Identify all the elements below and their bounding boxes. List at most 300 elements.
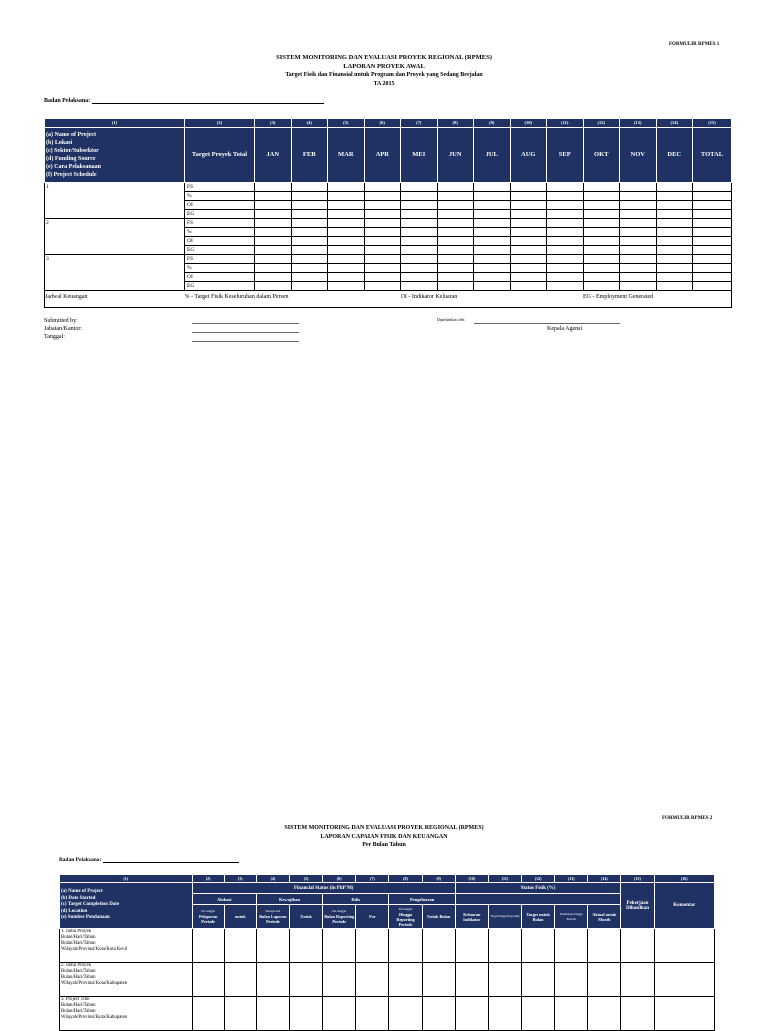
detail-main-label: Pelaporan Periode bbox=[198, 914, 218, 924]
data-entry-cell[interactable] bbox=[583, 183, 620, 192]
legend-jadwal: Jadwal Keuangan bbox=[45, 291, 185, 304]
project-number-cell[interactable]: 2 bbox=[45, 219, 185, 255]
data-entry-cell[interactable] bbox=[422, 963, 455, 997]
data-entry-cell[interactable] bbox=[224, 997, 256, 1031]
data-entry-cell[interactable] bbox=[621, 997, 654, 1031]
data-entry-cell[interactable] bbox=[328, 219, 365, 228]
project-description-line: Wilayah/Provinsi/Kota/Kabupaten bbox=[61, 1015, 128, 1020]
project-number-cell[interactable]: 1 bbox=[45, 183, 185, 219]
data-entry-cell[interactable] bbox=[255, 192, 292, 201]
data-entry-cell[interactable] bbox=[323, 963, 356, 997]
detail-small-label: Sebagai dari bbox=[265, 909, 281, 913]
form1-description: Target Fisik dan Finansial untuk Program dan Proyek yang Sedang Berjalan bbox=[285, 72, 483, 78]
data-entry-cell[interactable] bbox=[364, 273, 401, 282]
data-entry-cell[interactable] bbox=[547, 246, 584, 255]
data-entry-cell[interactable] bbox=[255, 210, 292, 219]
data-entry-cell[interactable] bbox=[693, 201, 732, 210]
data-entry-cell[interactable] bbox=[364, 237, 401, 246]
data-entry-cell[interactable] bbox=[290, 963, 323, 997]
data-entry-cell[interactable] bbox=[522, 963, 555, 997]
data-entry-cell[interactable] bbox=[654, 963, 714, 997]
data-entry-cell[interactable] bbox=[328, 255, 365, 264]
column-number-cell: (11) bbox=[547, 119, 584, 128]
submitted-by-field[interactable] bbox=[192, 317, 299, 324]
metric-label-cell: OI bbox=[185, 273, 255, 282]
data-entry-cell[interactable] bbox=[437, 228, 474, 237]
column-number-cell: (8) bbox=[389, 875, 422, 883]
tanggal-label: Tanggal: bbox=[44, 334, 65, 341]
data-entry-cell[interactable] bbox=[401, 273, 438, 282]
data-entry-cell[interactable] bbox=[328, 273, 365, 282]
data-entry-cell[interactable] bbox=[522, 997, 555, 1031]
metric-label-cell: OI bbox=[185, 237, 255, 246]
data-entry-cell[interactable] bbox=[389, 963, 422, 997]
data-entry-cell[interactable] bbox=[364, 246, 401, 255]
data-entry-cell[interactable] bbox=[547, 273, 584, 282]
data-entry-cell[interactable] bbox=[620, 237, 657, 246]
data-entry-cell[interactable] bbox=[291, 210, 328, 219]
data-entry-cell[interactable] bbox=[328, 192, 365, 201]
column-header: MEI bbox=[401, 128, 438, 183]
data-entry-cell[interactable] bbox=[588, 963, 621, 997]
diperhatikan-field[interactable] bbox=[474, 318, 620, 324]
column-header: DEC bbox=[656, 128, 693, 183]
data-entry-cell[interactable] bbox=[693, 210, 732, 219]
data-entry-cell[interactable] bbox=[620, 255, 657, 264]
column-header: OKT bbox=[583, 128, 620, 183]
data-entry-cell[interactable] bbox=[488, 997, 521, 1031]
financial-status-header: Financial Status (in PhP'M) bbox=[192, 883, 455, 894]
detail-main-label: Keluaran Indikator bbox=[463, 911, 481, 922]
data-entry-cell[interactable] bbox=[656, 273, 693, 282]
project-info-header-line: (a) Name of Project bbox=[46, 132, 97, 138]
detail-column-header bbox=[422, 905, 455, 929]
data-entry-cell[interactable] bbox=[328, 246, 365, 255]
komentar-header: Komentar bbox=[654, 883, 714, 929]
data-entry-cell[interactable] bbox=[555, 929, 588, 963]
data-entry-cell[interactable] bbox=[255, 255, 292, 264]
column-number-cell: (15) bbox=[693, 119, 732, 128]
data-entry-cell[interactable] bbox=[364, 201, 401, 210]
data-entry-cell[interactable] bbox=[620, 264, 657, 273]
table-row bbox=[45, 183, 732, 192]
data-entry-cell[interactable] bbox=[437, 282, 474, 291]
data-entry-cell[interactable] bbox=[547, 201, 584, 210]
form1-badan-field[interactable] bbox=[92, 103, 324, 104]
form2-table bbox=[59, 874, 715, 1031]
data-entry-cell[interactable] bbox=[547, 228, 584, 237]
data-entry-cell[interactable] bbox=[621, 963, 654, 997]
data-entry-cell[interactable] bbox=[455, 929, 488, 963]
subgroup-header: Rilis bbox=[323, 894, 389, 905]
data-entry-cell[interactable] bbox=[401, 255, 438, 264]
data-entry-cell[interactable] bbox=[291, 255, 328, 264]
data-entry-cell[interactable] bbox=[474, 183, 511, 192]
detail-small-label: Per tanggal bbox=[201, 909, 215, 913]
data-entry-cell[interactable] bbox=[510, 192, 547, 201]
detail-main-label: Bulan Reporting Periode bbox=[324, 914, 355, 924]
data-entry-cell[interactable] bbox=[290, 997, 323, 1031]
data-entry-cell[interactable] bbox=[474, 246, 511, 255]
project-info-header-line: (a) Name of Project bbox=[61, 889, 103, 895]
legend-oi: OI - Indikator Keluaran bbox=[401, 291, 584, 304]
data-entry-cell[interactable] bbox=[555, 963, 588, 997]
data-entry-cell[interactable] bbox=[555, 997, 588, 1031]
form1-header-row bbox=[45, 128, 732, 183]
data-entry-cell[interactable] bbox=[291, 219, 328, 228]
data-entry-cell[interactable] bbox=[583, 228, 620, 237]
data-entry-cell[interactable] bbox=[510, 273, 547, 282]
form1-title: SISTEM MONITORING DAN EVALUASI PROYEK REGIONAL (RPMES) bbox=[276, 54, 492, 61]
data-entry-cell[interactable] bbox=[488, 929, 521, 963]
data-entry-cell[interactable] bbox=[474, 219, 511, 228]
data-entry-cell[interactable] bbox=[255, 228, 292, 237]
project-description-line: Wilayah/Provinsi/Kota/Kota Kecil bbox=[61, 947, 128, 952]
data-entry-cell[interactable] bbox=[437, 255, 474, 264]
data-entry-cell[interactable] bbox=[364, 219, 401, 228]
data-entry-cell[interactable] bbox=[291, 183, 328, 192]
data-entry-cell[interactable] bbox=[656, 210, 693, 219]
form2-badan-field[interactable] bbox=[103, 862, 239, 863]
data-entry-cell[interactable] bbox=[522, 929, 555, 963]
data-entry-cell[interactable] bbox=[656, 246, 693, 255]
data-entry-cell[interactable] bbox=[510, 282, 547, 291]
data-entry-cell[interactable] bbox=[401, 246, 438, 255]
data-entry-cell[interactable] bbox=[328, 201, 365, 210]
data-entry-cell[interactable] bbox=[547, 219, 584, 228]
data-entry-cell[interactable] bbox=[401, 282, 438, 291]
data-entry-cell[interactable] bbox=[437, 237, 474, 246]
data-entry-cell[interactable] bbox=[510, 219, 547, 228]
data-entry-cell[interactable] bbox=[422, 929, 455, 963]
project-info-header-line: (d) Location bbox=[61, 908, 88, 914]
subgroup-header: Alokasi bbox=[192, 894, 256, 905]
project-info-header-line: (e) Cara Pelaksanaan bbox=[46, 164, 101, 170]
data-entry-cell[interactable] bbox=[547, 282, 584, 291]
data-entry-cell[interactable] bbox=[510, 210, 547, 219]
data-entry-cell[interactable] bbox=[401, 210, 438, 219]
data-entry-cell[interactable] bbox=[510, 255, 547, 264]
column-number-cell: (3) bbox=[224, 875, 256, 883]
project-description-cell[interactable] bbox=[60, 997, 193, 1031]
data-entry-cell[interactable] bbox=[510, 246, 547, 255]
data-entry-cell[interactable] bbox=[656, 183, 693, 192]
form1-title-block bbox=[0, 54, 768, 88]
metric-label-cell: EG bbox=[185, 282, 255, 291]
data-entry-cell[interactable] bbox=[192, 929, 224, 963]
data-entry-cell[interactable] bbox=[422, 997, 455, 1031]
data-entry-cell[interactable] bbox=[620, 228, 657, 237]
detail-column-header bbox=[224, 905, 256, 929]
data-entry-cell[interactable] bbox=[356, 963, 389, 997]
data-entry-cell[interactable] bbox=[474, 192, 511, 201]
column-number-cell: (8) bbox=[437, 119, 474, 128]
column-number-cell: (12) bbox=[522, 875, 555, 883]
form1-year: TA 2015 bbox=[373, 80, 395, 87]
data-entry-cell[interactable] bbox=[583, 192, 620, 201]
detail-main-label: untuk bbox=[234, 914, 246, 919]
data-entry-cell[interactable] bbox=[693, 192, 732, 201]
data-entry-cell[interactable] bbox=[401, 264, 438, 273]
data-entry-cell[interactable] bbox=[256, 997, 289, 1031]
data-entry-cell[interactable] bbox=[656, 192, 693, 201]
data-entry-cell[interactable] bbox=[255, 183, 292, 192]
project-description-line: 1. Judul Proyek bbox=[61, 929, 91, 934]
data-entry-cell[interactable] bbox=[474, 210, 511, 219]
data-entry-cell[interactable] bbox=[364, 228, 401, 237]
data-entry-cell[interactable] bbox=[656, 228, 693, 237]
detail-small-label: Per tanggal bbox=[332, 909, 347, 913]
data-entry-cell[interactable] bbox=[620, 201, 657, 210]
data-entry-cell[interactable] bbox=[693, 237, 732, 246]
data-entry-cell[interactable] bbox=[656, 219, 693, 228]
column-number-cell: (13) bbox=[555, 875, 588, 883]
data-entry-cell[interactable] bbox=[437, 192, 474, 201]
data-entry-cell[interactable] bbox=[437, 264, 474, 273]
data-entry-cell[interactable] bbox=[389, 929, 422, 963]
data-entry-cell[interactable] bbox=[583, 282, 620, 291]
data-entry-cell[interactable] bbox=[474, 228, 511, 237]
table-row bbox=[60, 929, 715, 963]
metric-label-cell: EG bbox=[185, 246, 255, 255]
data-entry-cell[interactable] bbox=[693, 183, 732, 192]
data-entry-cell[interactable] bbox=[620, 183, 657, 192]
column-number-cell: (7) bbox=[356, 875, 389, 883]
data-entry-cell[interactable] bbox=[364, 210, 401, 219]
data-entry-cell[interactable] bbox=[328, 237, 365, 246]
data-entry-cell[interactable] bbox=[401, 219, 438, 228]
column-header: JUN bbox=[437, 128, 474, 183]
data-entry-cell[interactable] bbox=[654, 929, 714, 963]
data-entry-cell[interactable] bbox=[328, 183, 365, 192]
data-entry-cell[interactable] bbox=[291, 228, 328, 237]
project-description-cell[interactable] bbox=[60, 929, 193, 963]
column-number-cell: (5) bbox=[328, 119, 365, 128]
data-entry-cell[interactable] bbox=[620, 192, 657, 201]
data-entry-cell[interactable] bbox=[364, 282, 401, 291]
detail-small-label: Target hingga Reporting bbox=[490, 914, 520, 918]
data-entry-cell[interactable] bbox=[401, 192, 438, 201]
data-entry-cell[interactable] bbox=[328, 210, 365, 219]
data-entry-cell[interactable] bbox=[255, 201, 292, 210]
data-entry-cell[interactable] bbox=[583, 264, 620, 273]
detail-main-label: Bulan Laporan Periode bbox=[259, 914, 287, 924]
data-entry-cell[interactable] bbox=[620, 282, 657, 291]
detail-column-header bbox=[192, 905, 224, 929]
data-entry-cell[interactable] bbox=[356, 997, 389, 1031]
data-entry-cell[interactable] bbox=[291, 201, 328, 210]
data-entry-cell[interactable] bbox=[656, 264, 693, 273]
data-entry-cell[interactable] bbox=[510, 264, 547, 273]
data-entry-cell[interactable] bbox=[656, 201, 693, 210]
project-number-cell[interactable]: 3 bbox=[45, 255, 185, 291]
data-entry-cell[interactable] bbox=[256, 929, 289, 963]
data-entry-cell[interactable] bbox=[437, 273, 474, 282]
data-entry-cell[interactable] bbox=[291, 273, 328, 282]
data-entry-cell[interactable] bbox=[192, 963, 224, 997]
data-entry-cell[interactable] bbox=[474, 264, 511, 273]
form2-group-row bbox=[60, 883, 715, 894]
data-entry-cell[interactable] bbox=[291, 282, 328, 291]
submitted-by-label: Submitted by: bbox=[44, 318, 78, 324]
data-entry-cell[interactable] bbox=[455, 963, 488, 997]
data-entry-cell[interactable] bbox=[364, 264, 401, 273]
data-entry-cell[interactable] bbox=[583, 201, 620, 210]
form1-signature-lines bbox=[192, 317, 299, 342]
data-entry-cell[interactable] bbox=[437, 183, 474, 192]
data-entry-cell[interactable] bbox=[656, 255, 693, 264]
data-entry-cell[interactable] bbox=[510, 183, 547, 192]
column-number-cell: (1) bbox=[60, 875, 193, 883]
data-entry-cell[interactable] bbox=[364, 192, 401, 201]
legend-eg: EG - Employment Generated bbox=[583, 291, 732, 304]
project-description-line: Bulan/Hari/Tahun bbox=[61, 969, 96, 974]
project-info-header-line: (d) Funding Source bbox=[46, 156, 96, 162]
data-entry-cell[interactable] bbox=[474, 237, 511, 246]
data-entry-cell[interactable] bbox=[323, 997, 356, 1031]
column-number-cell: (3) bbox=[255, 119, 292, 128]
column-number-cell: (10) bbox=[455, 875, 488, 883]
data-entry-cell[interactable] bbox=[656, 237, 693, 246]
data-entry-cell[interactable] bbox=[474, 201, 511, 210]
data-entry-cell[interactable] bbox=[547, 237, 584, 246]
data-entry-cell[interactable] bbox=[588, 997, 621, 1031]
data-entry-cell[interactable] bbox=[654, 997, 714, 1031]
data-entry-cell[interactable] bbox=[620, 219, 657, 228]
data-entry-cell[interactable] bbox=[547, 255, 584, 264]
data-entry-cell[interactable] bbox=[693, 273, 732, 282]
data-entry-cell[interactable] bbox=[255, 264, 292, 273]
form2-title-block bbox=[0, 824, 768, 850]
column-number-cell: (9) bbox=[474, 119, 511, 128]
project-info-header-line: (b) Date Started bbox=[61, 895, 96, 901]
data-entry-cell[interactable] bbox=[656, 282, 693, 291]
data-entry-cell[interactable] bbox=[474, 273, 511, 282]
data-entry-cell[interactable] bbox=[291, 246, 328, 255]
data-entry-cell[interactable] bbox=[437, 246, 474, 255]
form1-legend-row bbox=[45, 291, 732, 304]
data-entry-cell[interactable] bbox=[510, 201, 547, 210]
data-entry-cell[interactable] bbox=[328, 228, 365, 237]
data-entry-cell[interactable] bbox=[510, 237, 547, 246]
data-entry-cell[interactable] bbox=[328, 282, 365, 291]
data-entry-cell[interactable] bbox=[547, 264, 584, 273]
data-entry-cell[interactable] bbox=[583, 237, 620, 246]
data-entry-cell[interactable] bbox=[291, 264, 328, 273]
detail-main-label: Untuk bbox=[300, 914, 312, 919]
data-entry-cell[interactable] bbox=[401, 201, 438, 210]
data-entry-cell[interactable] bbox=[364, 255, 401, 264]
detail-main-label: Aktual untuk Month bbox=[592, 911, 617, 922]
data-entry-cell[interactable] bbox=[401, 183, 438, 192]
project-info-header-line: (c) Target Completion Date bbox=[61, 902, 120, 908]
data-entry-cell[interactable] bbox=[224, 963, 256, 997]
column-header: MAR bbox=[328, 128, 365, 183]
metric-label-cell: FS bbox=[185, 255, 255, 264]
detail-column-header bbox=[256, 905, 289, 929]
table-row bbox=[45, 219, 732, 228]
data-entry-cell[interactable] bbox=[583, 246, 620, 255]
data-entry-cell[interactable] bbox=[621, 929, 654, 963]
data-entry-cell[interactable] bbox=[401, 228, 438, 237]
detail-main-label: Hingga Reporting Periode bbox=[396, 911, 415, 927]
column-number-cell: (11) bbox=[488, 875, 521, 883]
column-header: SEP bbox=[547, 128, 584, 183]
jabatan-label: Jabatan/Kantor: bbox=[44, 326, 82, 333]
data-entry-cell[interactable] bbox=[510, 228, 547, 237]
data-entry-cell[interactable] bbox=[437, 219, 474, 228]
data-entry-cell[interactable] bbox=[437, 210, 474, 219]
data-entry-cell[interactable] bbox=[255, 273, 292, 282]
data-entry-cell[interactable] bbox=[693, 228, 732, 237]
data-entry-cell[interactable] bbox=[620, 246, 657, 255]
data-entry-cell[interactable] bbox=[356, 929, 389, 963]
project-description-cell[interactable] bbox=[60, 963, 193, 997]
data-entry-cell[interactable] bbox=[583, 210, 620, 219]
data-entry-cell[interactable] bbox=[323, 929, 356, 963]
data-entry-cell[interactable] bbox=[583, 255, 620, 264]
data-entry-cell[interactable] bbox=[693, 255, 732, 264]
data-entry-cell[interactable] bbox=[437, 201, 474, 210]
data-entry-cell[interactable] bbox=[455, 997, 488, 1031]
data-entry-cell[interactable] bbox=[290, 929, 323, 963]
data-entry-cell[interactable] bbox=[256, 963, 289, 997]
data-entry-cell[interactable] bbox=[583, 273, 620, 282]
data-entry-cell[interactable] bbox=[255, 282, 292, 291]
project-info-header-line: (f) Project Schedule bbox=[46, 172, 97, 178]
data-entry-cell[interactable] bbox=[547, 210, 584, 219]
data-entry-cell[interactable] bbox=[364, 183, 401, 192]
data-entry-cell[interactable] bbox=[474, 255, 511, 264]
data-entry-cell[interactable] bbox=[583, 219, 620, 228]
data-entry-cell[interactable] bbox=[620, 273, 657, 282]
data-entry-cell[interactable] bbox=[620, 210, 657, 219]
data-entry-cell[interactable] bbox=[547, 183, 584, 192]
data-entry-cell[interactable] bbox=[693, 219, 732, 228]
detail-column-header bbox=[323, 905, 356, 929]
data-entry-cell[interactable] bbox=[255, 219, 292, 228]
data-entry-cell[interactable] bbox=[474, 282, 511, 291]
physical-status-header: Status Fisik (%) bbox=[455, 883, 621, 894]
data-entry-cell[interactable] bbox=[255, 237, 292, 246]
data-entry-cell[interactable] bbox=[389, 997, 422, 1031]
data-entry-cell[interactable] bbox=[547, 192, 584, 201]
data-entry-cell[interactable] bbox=[224, 929, 256, 963]
data-entry-cell[interactable] bbox=[693, 246, 732, 255]
data-entry-cell[interactable] bbox=[588, 929, 621, 963]
column-number-cell: (6) bbox=[323, 875, 356, 883]
data-entry-cell[interactable] bbox=[488, 963, 521, 997]
project-description-line: 2. Judul Proyek bbox=[61, 963, 91, 968]
detail-column-header bbox=[555, 905, 588, 929]
table-row bbox=[60, 997, 715, 1031]
data-entry-cell[interactable] bbox=[291, 237, 328, 246]
detail-column-header bbox=[389, 905, 422, 929]
data-entry-cell[interactable] bbox=[328, 264, 365, 273]
tanggal-field[interactable] bbox=[192, 335, 299, 342]
data-entry-cell[interactable] bbox=[401, 237, 438, 246]
column-number-cell: (1) bbox=[45, 119, 185, 128]
data-entry-cell[interactable] bbox=[693, 282, 732, 291]
data-entry-cell[interactable] bbox=[192, 997, 224, 1031]
data-entry-cell[interactable] bbox=[291, 192, 328, 201]
data-entry-cell[interactable] bbox=[693, 264, 732, 273]
jabatan-field[interactable] bbox=[192, 326, 299, 333]
form1-signature-labels bbox=[44, 317, 82, 342]
column-number-cell: (4) bbox=[291, 119, 328, 128]
data-entry-cell[interactable] bbox=[255, 246, 292, 255]
detail-main-label: Untuk Bulan bbox=[427, 914, 451, 919]
